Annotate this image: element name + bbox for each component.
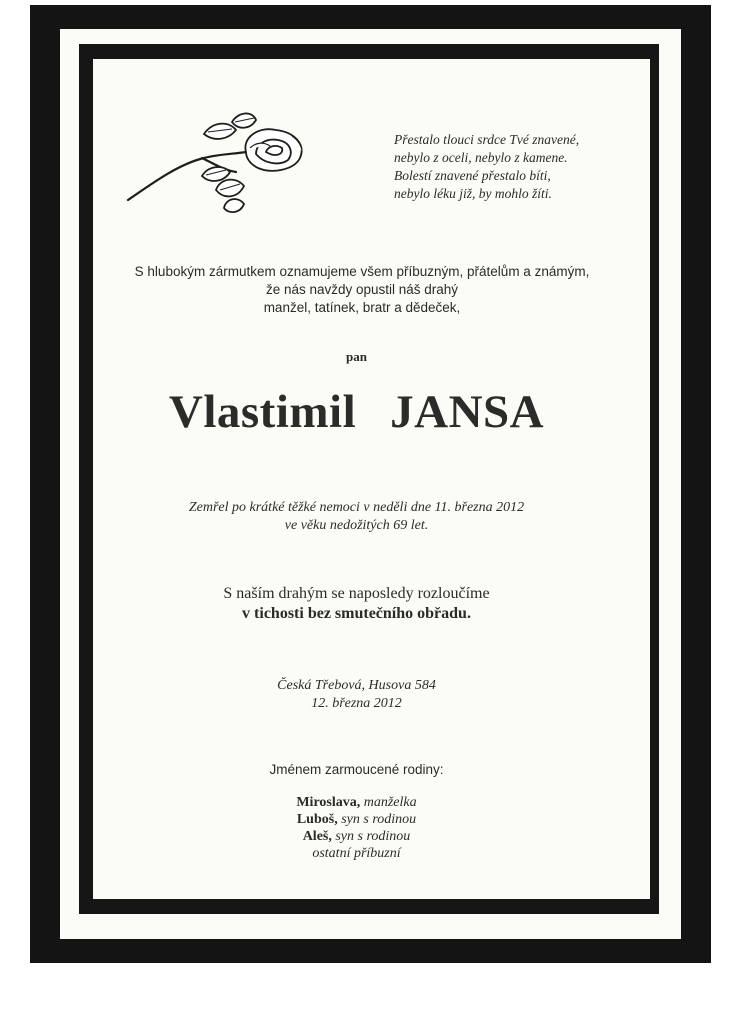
family-member [0, 811, 713, 828]
announcement-line: že nás navždy opustil náš drahý [265, 282, 459, 297]
family-member [0, 828, 713, 845]
announcement-block [112, 263, 612, 317]
farewell-block [0, 584, 713, 624]
poem-line: nebylo z oceli, nebylo z kamene. [394, 150, 568, 165]
title-prefix: pan [346, 349, 367, 364]
announcement-line: manžel, tatínek, bratr a dědeček, [263, 300, 461, 315]
family-member [0, 794, 713, 811]
poem-line: nebylo léku již, by mohlo žíti. [394, 186, 552, 201]
family-title: Jménem zarmoucené rodiny: [269, 762, 444, 777]
poem-line: Bolestí znavené přestalo bíti, [394, 168, 551, 183]
member-relation: syn s rodinou [341, 812, 417, 827]
poem-line: Přestalo tlouci srdce Tvé znavené, [394, 132, 580, 147]
age-line: ve věku nedožitých 69 let. [284, 518, 429, 533]
deceased-name [0, 382, 713, 442]
member-name: Aleš, [302, 829, 332, 844]
date: 12. března 2012 [311, 696, 402, 711]
farewell-line: S naším drahým se naposledy rozloučíme [223, 585, 490, 602]
member-name: Miroslava, [296, 795, 361, 810]
family-list [0, 794, 713, 862]
member-relation: manželka [363, 795, 417, 810]
farewell-line-bold: v tichosti bez smutečního obřadu. [242, 605, 471, 622]
rose-icon [124, 112, 314, 216]
announcement-line: S hlubokým zármutkem oznamujeme všem příbuzným, přátelům a známým, [134, 264, 590, 279]
first-name: Vlastimil [168, 386, 357, 438]
death-info-line: Zemřel po krátké těžké nemoci v neděli dne 11. března 2012 [188, 500, 525, 515]
place-date [0, 677, 713, 713]
last-name: JANSA [390, 386, 545, 438]
place: Česká Třebová, Husova 584 [277, 678, 436, 693]
poem-block [394, 131, 654, 203]
member-relation: syn s rodinou [335, 829, 411, 844]
member-name: Luboš, [296, 812, 338, 827]
other-relatives: ostatní příbuzní [312, 846, 401, 861]
death-info [0, 499, 713, 535]
